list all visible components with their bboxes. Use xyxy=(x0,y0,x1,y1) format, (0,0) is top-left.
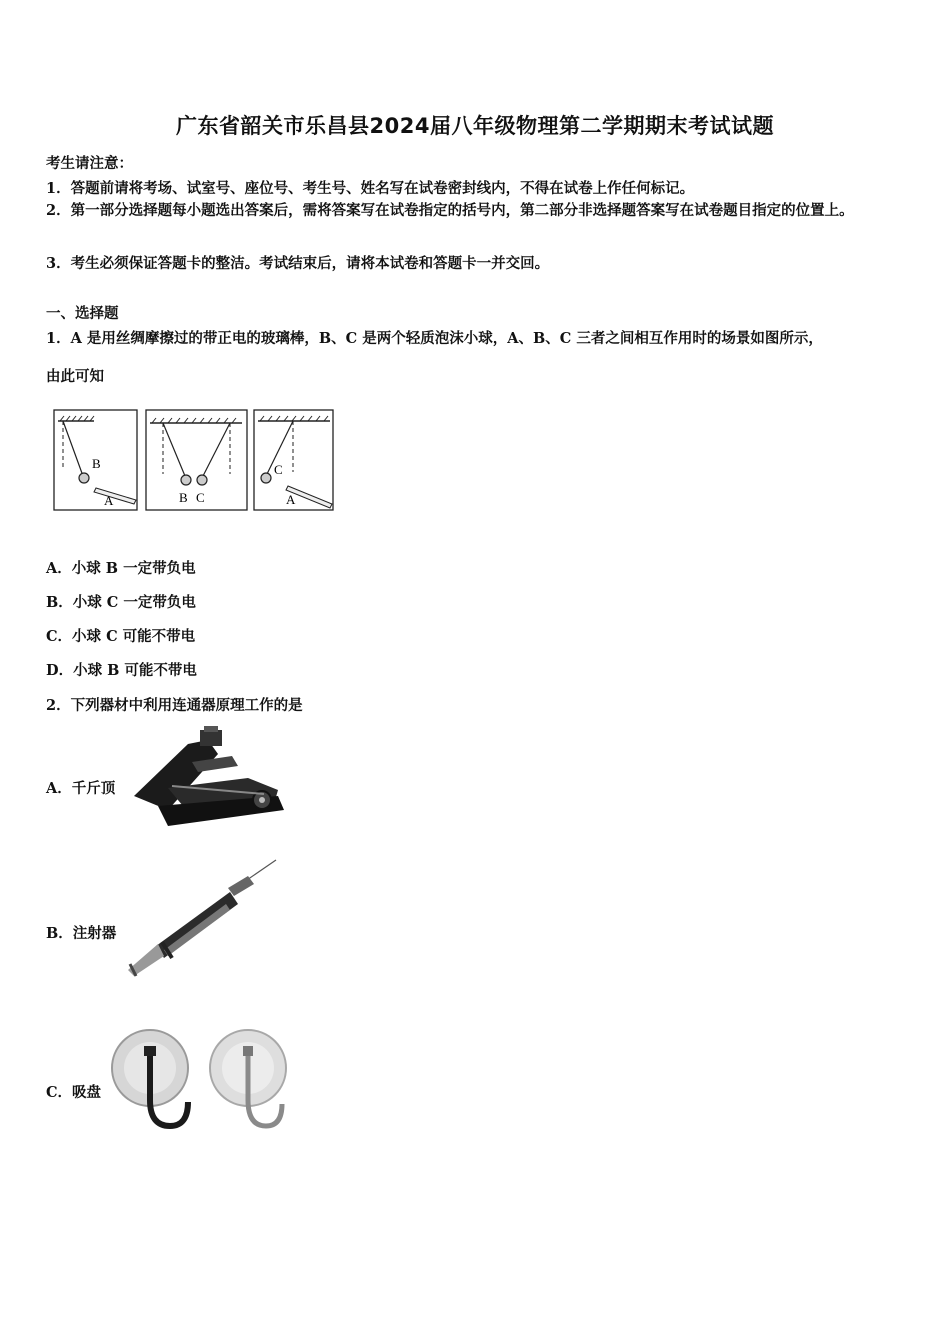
thread xyxy=(63,421,83,476)
q2-option-c: C．吸盘 xyxy=(46,1084,102,1101)
suction-cup-image xyxy=(108,1022,290,1134)
label-a: A xyxy=(104,493,114,508)
notice-item-3: 3．考生必须保证答题卡的整洁。考试结束后，请将本试卷和答题卡一并交回。 xyxy=(46,255,550,272)
ball-b-2 xyxy=(181,475,191,485)
label-b: B xyxy=(92,456,101,471)
q1-option-d: D．小球 B 可能不带电 xyxy=(46,662,197,679)
syringe-image xyxy=(126,858,282,978)
label-c-2: C xyxy=(196,490,205,505)
q1-figure xyxy=(52,408,337,514)
q1-option-c: C．小球 C 可能不带电 xyxy=(46,628,196,645)
q1-option-b: B．小球 C 一定带负电 xyxy=(46,594,196,611)
car-jack-image xyxy=(128,726,288,828)
ball-c-3 xyxy=(261,473,271,483)
q1-stem-line1: 1．A 是用丝绸摩擦过的带正电的玻璃棒，B、C 是两个轻质泡沫小球，A、B、C 三者之间相互作用时的场景如图所示， xyxy=(46,330,823,347)
q2-option-b: B．注射器 xyxy=(46,925,117,942)
label-b-2: B xyxy=(179,490,188,505)
q2-stem: 2．下列器材中利用连通器原理工作的是 xyxy=(46,697,303,714)
glass-rod-a xyxy=(94,488,136,504)
q1-stem-line2: 由此可知 xyxy=(46,368,104,385)
ball-c-2 xyxy=(197,475,207,485)
label-a-3: A xyxy=(286,492,296,507)
section-heading: 一、选择题 xyxy=(46,305,119,322)
label-c-3: C xyxy=(274,462,283,477)
notice-item-1: 1．答题前请将考场、试室号、座位号、考生号、姓名写在试卷密封线内，不得在试卷上作任何标记。 xyxy=(46,180,695,197)
notice-heading: 考生请注意： xyxy=(46,155,133,172)
ball-b xyxy=(79,473,89,483)
q1-option-a: A．小球 B 一定带负电 xyxy=(46,560,196,577)
notice-item-2: 2．第一部分选择题每小题选出答案后，需将答案写在试卷指定的括号内，第二部分非选择题答案写在试卷题目指定的位置上。 xyxy=(46,202,854,219)
q2-option-a: A．千斤顶 xyxy=(46,780,116,797)
page-title: 广东省韶关市乐昌县2024届八年级物理第二学期期末考试试题 xyxy=(176,114,774,138)
